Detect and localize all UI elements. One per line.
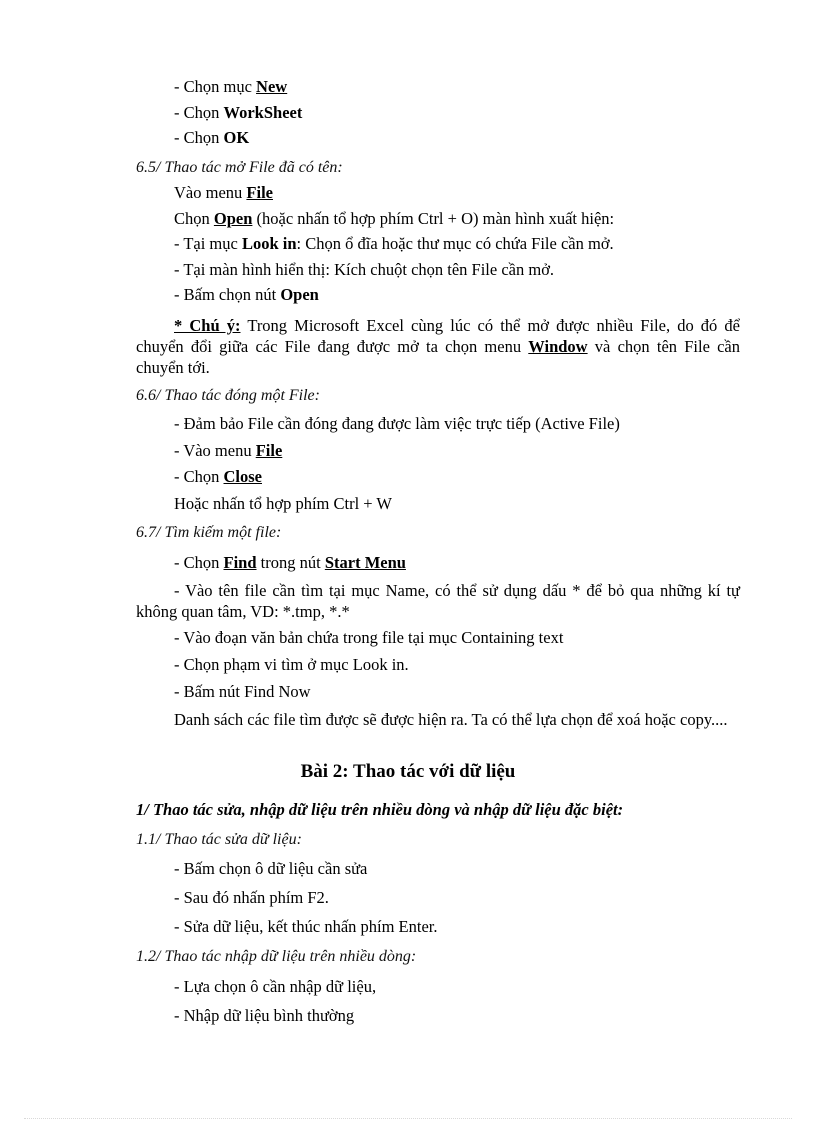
line-ensure-active: - Đảm bảo File cần đóng đang được làm việc trực tiếp (Active File) <box>174 414 620 433</box>
line-select-cell: - Bấm chọn ô dữ liệu cần sửa <box>174 859 368 878</box>
heading-1-2: 1.2/ Thao tác nhập dữ liệu trên nhiều dòng: <box>136 948 417 965</box>
line-choose-open: Chọn Open (hoặc nhấn tổ hợp phím Ctrl + O) màn hình xuất hiện: <box>174 209 615 228</box>
paragraph-file-list: Danh sách các file tìm được sẽ được hiện ra. Ta có thể lựa chọn để xoá hoặc copy.... <box>174 710 728 729</box>
line-choose-new: - Chọn mục New <box>174 77 288 96</box>
line-look-in-scope: - Chọn phạm vi tìm ở mục Look in. <box>174 655 409 674</box>
heading-6-5: 6.5/ Thao tác mở File đã có tên: <box>136 159 343 176</box>
line-choose-worksheet: - Chọn WorkSheet <box>174 103 303 122</box>
line-press-f2: - Sau đó nhấn phím F2. <box>174 888 329 907</box>
heading-6-7: 6.7/ Tìm kiếm một file: <box>136 524 282 541</box>
line-ctrl-w: Hoặc nhấn tổ hợp phím Ctrl + W <box>174 494 392 513</box>
line-containing-text: - Vào đoạn văn bản chứa trong file tại mục Containing text <box>174 628 564 647</box>
section-1-title: 1/ Thao tác sửa, nhập dữ liệu trên nhiều dòng và nhập dữ liệu đặc biệt: <box>136 800 624 819</box>
line-input-normal: - Nhập dữ liệu bình thường <box>174 1006 355 1025</box>
lesson-title: Bài 2: Thao tác với dữ liệu <box>300 761 516 782</box>
page-footer-divider <box>24 1118 792 1119</box>
line-find-start: - Chọn Find trong nút Start Menu <box>174 553 406 572</box>
line-menu-file-2: - Vào menu File <box>174 441 283 460</box>
line-choose-ok: - Chọn OK <box>174 128 250 147</box>
line-edit-enter: - Sửa dữ liệu, kết thúc nhấn phím Enter. <box>174 917 438 936</box>
line-menu-file: Vào menu File <box>174 183 273 202</box>
line-look-in: - Tại mục Look in: Chọn ổ đĩa hoặc thư mục có chứa File cần mở. <box>174 234 614 253</box>
note-paragraph: * Chú ý: Trong Microsoft Excel cùng lúc có thể mở được nhiều File, do đó để chuyển đổi giữa các File đang được mở ta chọn menu Window và chọn tên File cần chuyển tới. <box>136 316 741 377</box>
line-display-screen: - Tại màn hình hiển thị: Kích chuột chọn tên File cần mở. <box>174 260 555 279</box>
paragraph-name-field: - Vào tên file cần tìm tại mục Name, có thể sử dụng dấu * để bỏ qua những kí tự không quan tâm, VD: *.tmp, *.* <box>136 581 740 621</box>
line-choose-close: - Chọn Close <box>174 467 262 486</box>
heading-1-1: 1.1/ Thao tác sửa dữ liệu: <box>136 831 302 848</box>
heading-6-6: 6.6/ Thao tác đóng một File: <box>136 387 320 404</box>
line-click-open: - Bấm chọn nút Open <box>174 285 319 304</box>
line-select-input-cell: - Lựa chọn ô cần nhập dữ liệu, <box>174 977 377 996</box>
line-find-now: - Bấm nút Find Now <box>174 682 311 701</box>
